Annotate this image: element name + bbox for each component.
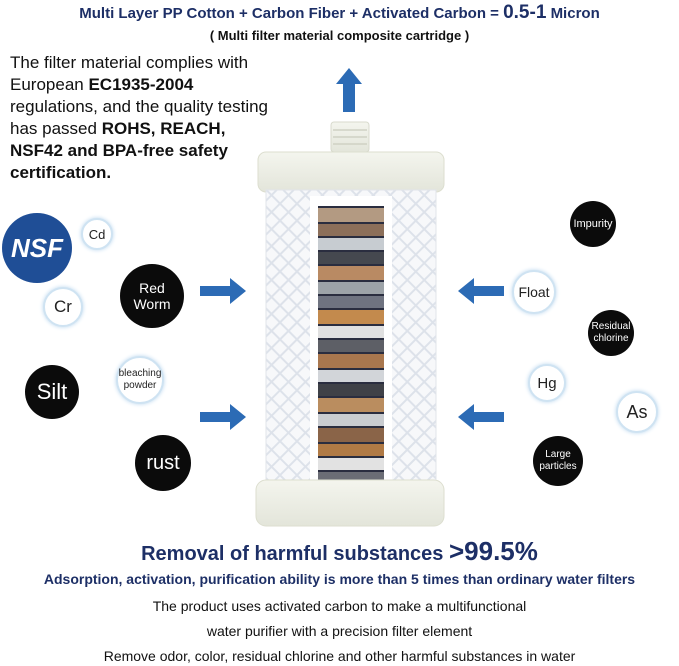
outflow-arrow-icon [336,68,362,112]
badge-bleaching-powder: bleaching powder [116,356,164,404]
badge-float: Float [512,270,556,314]
micron-value: 0.5-1 [503,2,547,23]
filter-media-layers [318,208,384,482]
badge-as: As [616,391,658,433]
badge-rust: rust [135,435,191,491]
intro-text-2: regulations, and the quality testing has passed [10,97,269,138]
inflow-arrow-left-top-icon [200,278,246,304]
description-line-3: Remove odor, color, residual chlorine and other harmful substances in water [103,648,576,664]
description-line-2: water purifier with a precision filter element [206,623,473,639]
badge-cd: Cd [81,218,113,250]
inflow-arrow-left-bottom-icon [200,404,246,430]
intro-text-1: The filter material complies with European [10,53,249,94]
inflow-arrow-right-top-icon [458,278,504,304]
badge-silt: Silt [25,365,79,419]
removal-title [0,536,679,567]
badge-red-worm: Red Worm [120,264,184,328]
performance-subtitle: Adsorption, activation, purification ability is more than 5 times than ordinary water filters [43,571,636,587]
removal-title-text: Removal of harmful substances [141,543,444,565]
header-line-2: ( Multi filter material composite cartridge ) [209,28,470,43]
micron-unit: Micron [550,5,600,22]
badge-residual-chlorine: Residual chlorine [588,310,634,356]
badge-large-particles: Large particles [533,436,583,486]
badge-impurity: Impurity [570,201,616,247]
badge-cr: Cr [43,287,83,327]
intro-bold-2: ROHS, REACH, NSF42 and BPA-free safety certification. [10,119,228,182]
intro-bold-1: EC1935-2004 [88,75,194,94]
nsf-logo: NSF [2,213,72,283]
cartridge-top-cap [258,152,444,192]
inflow-arrow-right-bottom-icon [458,404,504,430]
header-materials: Multi Layer PP Cotton + Carbon Fiber + Activated Carbon = [79,5,499,22]
badge-hg: Hg [528,364,566,402]
cartridge-bottom-cap [256,480,444,526]
removal-percentage: >99.5% [448,536,538,566]
description-line-1: The product uses activated carbon to make a multifunctional [152,598,527,614]
